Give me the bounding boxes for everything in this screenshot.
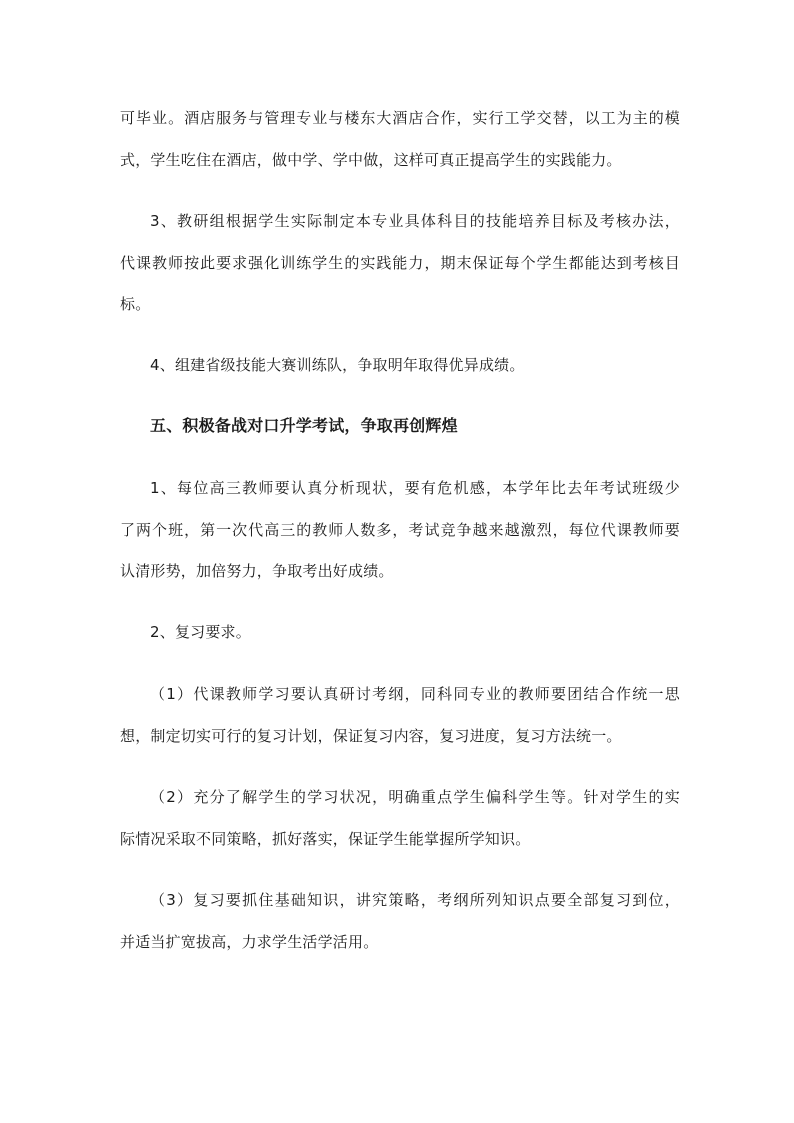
paragraph-line: （3）复习要抓住基础知识，讲究策略，考纲所列知识点要全部复习到位，: [150, 891, 680, 909]
paragraph-line: 标。: [120, 295, 151, 313]
paragraph-line: （2）充分了解学生的学习状况，明确重点学生偏科学生等。针对学生的实: [150, 788, 680, 806]
paragraph-line: 可毕业。酒店服务与管理专业与楼东大酒店合作，实行工学交替，以工为主的模: [120, 109, 680, 127]
paragraph-line: 3、教研组根据学生实际制定本专业具体科目的技能培养目标及考核办法，: [150, 212, 680, 230]
paragraph-line: 认清形势，加倍努力，争取考出好成绩。: [120, 562, 394, 580]
paragraph-line: 想，制定切实可行的复习计划，保证复习内容，复习进度，复习方法统一。: [120, 727, 622, 745]
paragraph-line: 2、复习要求。: [150, 623, 251, 641]
paragraph-line: 了两个班，第一次代高三的教师人数多，考试竞争越来越激烈，每位代课教师要: [120, 521, 680, 539]
paragraph-line: （1）代课教师学习要认真研讨考纲，同科同专业的教师要团结合作统一思: [150, 685, 680, 703]
paragraph-line: 并适当扩宽拔高，力求学生活学活用。: [120, 933, 379, 951]
paragraph-line: 际情况采取不同策略，抓好落实，保证学生能掌握所学知识。: [120, 830, 531, 848]
paragraph-line: 式，学生吃住在酒店，做中学、学中做，这样可真正提高学生的实践能力。: [120, 151, 622, 169]
paragraph-line: 1、每位高三教师要认真分析现状，要有危机感，本学年比去年考试班级少: [150, 479, 680, 497]
paragraph-line: 代课教师按此要求强化训练学生的实践能力，期末保证每个学生都能达到考核目: [120, 254, 680, 272]
paragraph-line: 4、组建省级技能大赛训练队，争取明年取得优异成绩。: [150, 356, 525, 374]
section-heading: 五、积极备战对口升学考试，争取再创辉煌: [150, 416, 458, 435]
